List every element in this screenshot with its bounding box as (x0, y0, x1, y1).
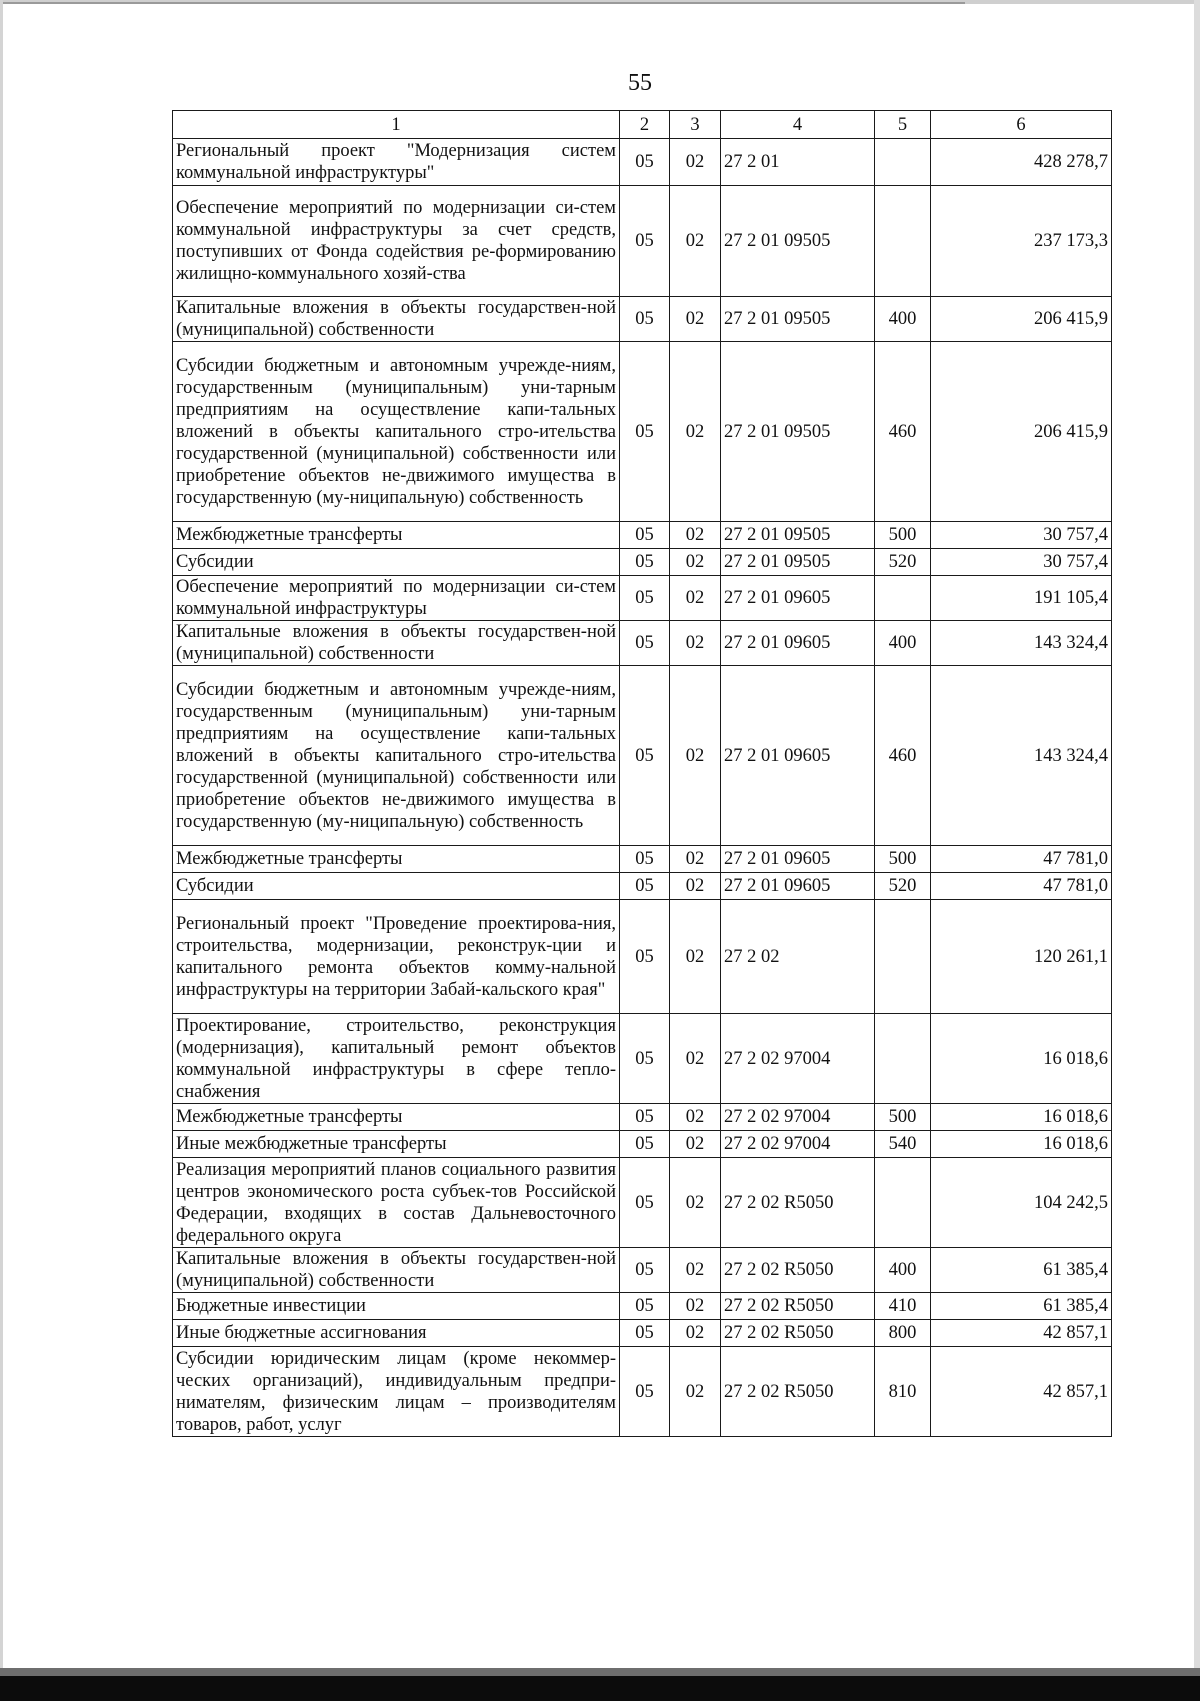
header-cell: 6 (931, 111, 1112, 139)
amount-cell: 120 261,1 (931, 900, 1112, 1014)
table-row (173, 297, 1112, 342)
section-code-cell: 05 (620, 576, 670, 621)
table-row (173, 1158, 1112, 1248)
section-code-cell: 05 (620, 873, 670, 900)
scan-edge-bottom (0, 1676, 1200, 1701)
target-article-cell: 27 2 01 09605 (721, 873, 875, 900)
target-article-cell: 27 2 01 09505 (721, 297, 875, 342)
header-cell: 4 (721, 111, 875, 139)
expense-type-cell: 520 (875, 873, 931, 900)
section-code-cell: 05 (620, 186, 670, 297)
target-article-cell: 27 2 01 09505 (721, 522, 875, 549)
subsection-code-cell: 02 (670, 1131, 721, 1158)
target-article-cell: 27 2 02 R5050 (721, 1248, 875, 1293)
amount-cell: 42 857,1 (931, 1320, 1112, 1347)
expense-type-cell: 460 (875, 342, 931, 522)
expenditure-name-cell: Межбюджетные трансферты (173, 522, 620, 549)
section-code-cell: 05 (620, 1131, 670, 1158)
amount-cell: 16 018,6 (931, 1014, 1112, 1104)
subsection-code-cell: 02 (670, 342, 721, 522)
target-article-cell: 27 2 02 (721, 900, 875, 1014)
expenditure-name-cell: Региональный проект "Модернизация систем коммунальной инфраструктуры" (173, 139, 620, 186)
target-article-cell: 27 2 02 97004 (721, 1014, 875, 1104)
expense-type-cell: 400 (875, 1248, 931, 1293)
amount-cell: 30 757,4 (931, 522, 1112, 549)
expense-type-cell: 810 (875, 1347, 931, 1437)
expenditure-name-cell: Проектирование, строительство, реконструкция (модернизация), капитальный ремонт объектов коммунальной инфраструктуры в сфере тепло-снабжения (173, 1014, 620, 1104)
amount-cell: 16 018,6 (931, 1131, 1112, 1158)
expense-type-cell (875, 576, 931, 621)
expenditure-name-cell: Обеспечение мероприятий по модернизации си-стем коммунальной инфраструктуры за счет средств, поступивших от Фонда содействия ре-формированию жилищно-коммунального хозяй-ства (173, 186, 620, 297)
target-article-cell: 27 2 02 97004 (721, 1104, 875, 1131)
section-code-cell: 05 (620, 1320, 670, 1347)
section-code-cell: 05 (620, 846, 670, 873)
expense-type-cell: 800 (875, 1320, 931, 1347)
expenditure-name-cell: Субсидии (173, 549, 620, 576)
expense-type-cell: 540 (875, 1131, 931, 1158)
expenditure-name-cell: Обеспечение мероприятий по модернизации си-стем коммунальной инфраструктуры (173, 576, 620, 621)
expense-type-cell (875, 186, 931, 297)
subsection-code-cell: 02 (670, 186, 721, 297)
table-row (173, 1320, 1112, 1347)
header-cell: 3 (670, 111, 721, 139)
target-article-cell: 27 2 02 97004 (721, 1131, 875, 1158)
expenditure-name-cell: Субсидии бюджетным и автономным учрежде-ниям, государственным (муниципальным) уни-тарным предприятиям на осуществление капи-тальных вложений в объекты капитального стро-ительства государственной (муниципальной) собственности или приобретение объектов не-движимого имущества в государственную (му-ниципальную) собственность (173, 342, 620, 522)
subsection-code-cell: 02 (670, 1347, 721, 1437)
section-code-cell: 05 (620, 1248, 670, 1293)
expenditure-name-cell: Капитальные вложения в объекты государствен-ной (муниципальной) собственности (173, 621, 620, 666)
subsection-code-cell: 02 (670, 1014, 721, 1104)
target-article-cell: 27 2 02 R5050 (721, 1320, 875, 1347)
table-row (173, 549, 1112, 576)
expenditure-name-cell: Межбюджетные трансферты (173, 1104, 620, 1131)
amount-cell: 104 242,5 (931, 1158, 1112, 1248)
target-article-cell: 27 2 01 09605 (721, 846, 875, 873)
amount-cell: 191 105,4 (931, 576, 1112, 621)
expenditure-name-cell: Бюджетные инвестиции (173, 1293, 620, 1320)
target-article-cell: 27 2 01 09505 (721, 342, 875, 522)
section-code-cell: 05 (620, 139, 670, 186)
expense-type-cell (875, 1014, 931, 1104)
table-row (173, 1248, 1112, 1293)
target-article-cell: 27 2 01 09505 (721, 549, 875, 576)
amount-cell: 206 415,9 (931, 342, 1112, 522)
section-code-cell: 05 (620, 1014, 670, 1104)
target-article-cell: 27 2 01 (721, 139, 875, 186)
section-code-cell: 05 (620, 900, 670, 1014)
expenditure-name-cell: Иные межбюджетные трансферты (173, 1131, 620, 1158)
subsection-code-cell: 02 (670, 297, 721, 342)
subsection-code-cell: 02 (670, 846, 721, 873)
subsection-code-cell: 02 (670, 1158, 721, 1248)
expenditure-name-cell: Реализация мероприятий планов социального развития центров экономического роста субъек-тов Российской Федерации, входящих в состав Дальневосточного федерального округа (173, 1158, 620, 1248)
amount-cell: 42 857,1 (931, 1347, 1112, 1437)
subsection-code-cell: 02 (670, 666, 721, 846)
amount-cell: 237 173,3 (931, 186, 1112, 297)
table-row (173, 522, 1112, 549)
expenditure-name-cell: Субсидии юридическим лицам (кроме некоммер-ческих организаций), индивидуальным предпри-нимателям, физическим лицам – производителям товаров, работ, услуг (173, 1347, 620, 1437)
target-article-cell: 27 2 01 09605 (721, 621, 875, 666)
subsection-code-cell: 02 (670, 873, 721, 900)
subsection-code-cell: 02 (670, 522, 721, 549)
target-article-cell: 27 2 01 09605 (721, 576, 875, 621)
subsection-code-cell: 02 (670, 1248, 721, 1293)
section-code-cell: 05 (620, 522, 670, 549)
amount-cell: 206 415,9 (931, 297, 1112, 342)
target-article-cell: 27 2 01 09505 (721, 186, 875, 297)
table-row (173, 1347, 1112, 1437)
expense-type-cell: 520 (875, 549, 931, 576)
subsection-code-cell: 02 (670, 1293, 721, 1320)
section-code-cell: 05 (620, 549, 670, 576)
expenditure-name-cell: Капитальные вложения в объекты государствен-ной (муниципальной) собственности (173, 297, 620, 342)
table-row (173, 139, 1112, 186)
target-article-cell: 27 2 01 09605 (721, 666, 875, 846)
section-code-cell: 05 (620, 666, 670, 846)
amount-cell: 30 757,4 (931, 549, 1112, 576)
table-row (173, 900, 1112, 1014)
subsection-code-cell: 02 (670, 621, 721, 666)
expenditure-name-cell: Капитальные вложения в объекты государствен-ной (муниципальной) собственности (173, 1248, 620, 1293)
amount-cell: 143 324,4 (931, 666, 1112, 846)
header-cell: 2 (620, 111, 670, 139)
target-article-cell: 27 2 02 R5050 (721, 1293, 875, 1320)
section-code-cell: 05 (620, 1158, 670, 1248)
scan-top-line (0, 2, 965, 4)
amount-cell: 47 781,0 (931, 846, 1112, 873)
table-row (173, 873, 1112, 900)
scan-edge-right (1194, 0, 1200, 1701)
subsection-code-cell: 02 (670, 549, 721, 576)
section-code-cell: 05 (620, 621, 670, 666)
table-row (173, 186, 1112, 297)
expenditure-name-cell: Иные бюджетные ассигнования (173, 1320, 620, 1347)
expense-type-cell: 400 (875, 621, 931, 666)
expenditure-name-cell: Межбюджетные трансферты (173, 846, 620, 873)
amount-cell: 428 278,7 (931, 139, 1112, 186)
scan-edge-bottom-fade (0, 1668, 1200, 1676)
subsection-code-cell: 02 (670, 1320, 721, 1347)
amount-cell: 61 385,4 (931, 1293, 1112, 1320)
table-row (173, 576, 1112, 621)
budget-table (172, 110, 1112, 1437)
amount-cell: 143 324,4 (931, 621, 1112, 666)
expense-type-cell: 400 (875, 297, 931, 342)
expense-type-cell: 410 (875, 1293, 931, 1320)
table-row (173, 342, 1112, 522)
expense-type-cell (875, 1158, 931, 1248)
header-cell: 1 (173, 111, 620, 139)
section-code-cell: 05 (620, 1104, 670, 1131)
table-row (173, 666, 1112, 846)
amount-cell: 47 781,0 (931, 873, 1112, 900)
subsection-code-cell: 02 (670, 139, 721, 186)
table-row (173, 846, 1112, 873)
expense-type-cell: 500 (875, 1104, 931, 1131)
section-code-cell: 05 (620, 1347, 670, 1437)
expense-type-cell (875, 900, 931, 1014)
target-article-cell: 27 2 02 R5050 (721, 1158, 875, 1248)
header-cell: 5 (875, 111, 931, 139)
page-number: 55 (628, 70, 652, 96)
expense-type-cell (875, 139, 931, 186)
amount-cell: 16 018,6 (931, 1104, 1112, 1131)
expense-type-cell: 460 (875, 666, 931, 846)
expense-type-cell: 500 (875, 846, 931, 873)
scan-edge-left (0, 0, 3, 1701)
subsection-code-cell: 02 (670, 576, 721, 621)
table-row (173, 1293, 1112, 1320)
section-code-cell: 05 (620, 1293, 670, 1320)
subsection-code-cell: 02 (670, 900, 721, 1014)
subsection-code-cell: 02 (670, 1104, 721, 1131)
target-article-cell: 27 2 02 R5050 (721, 1347, 875, 1437)
expenditure-name-cell: Субсидии (173, 873, 620, 900)
section-code-cell: 05 (620, 342, 670, 522)
expenditure-name-cell: Региональный проект "Проведение проектирова-ния, строительства, модернизации, реконструк-ции и капитального ремонта объектов комму-нальной инфраструктуры на территории Забай-кальского края" (173, 900, 620, 1014)
table-row (173, 1131, 1112, 1158)
expense-type-cell: 500 (875, 522, 931, 549)
table-row (173, 1014, 1112, 1104)
table-row (173, 621, 1112, 666)
expenditure-name-cell: Субсидии бюджетным и автономным учрежде-ниям, государственным (муниципальным) уни-тарным предприятиям на осуществление капи-тальных вложений в объекты капитального стро-ительства государственной (муниципальной) собственности или приобретение объектов не-движимого имущества в государственную (му-ниципальную) собственность (173, 666, 620, 846)
section-code-cell: 05 (620, 297, 670, 342)
amount-cell: 61 385,4 (931, 1248, 1112, 1293)
table-row (173, 1104, 1112, 1131)
table-header-row (173, 111, 1112, 139)
